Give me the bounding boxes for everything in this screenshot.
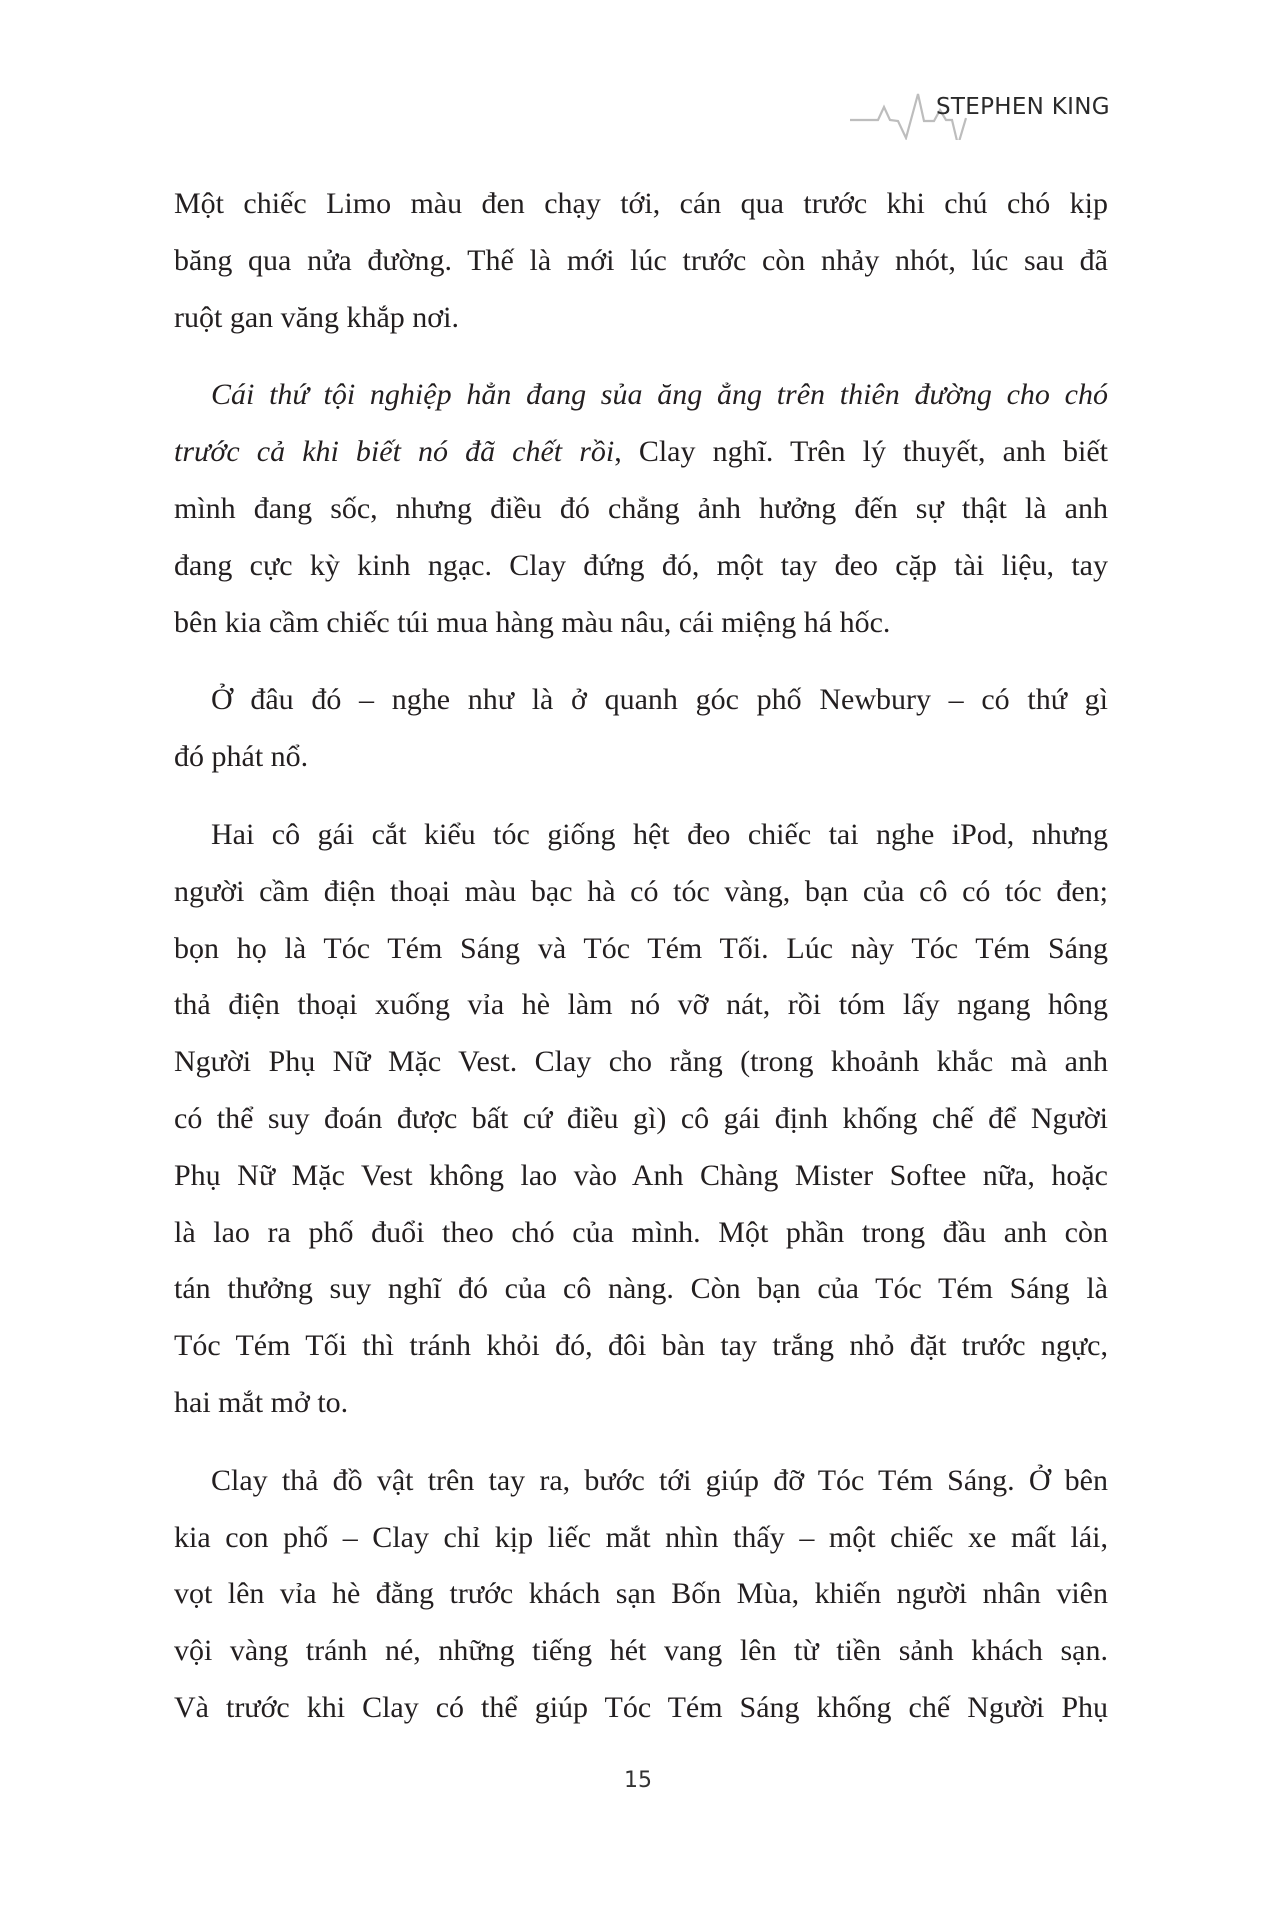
page-number: 15 (624, 1768, 652, 1793)
paragraph (174, 176, 1108, 346)
text-line (174, 1091, 1108, 1148)
text-line (174, 1623, 1108, 1680)
text-line (174, 538, 1108, 595)
text-segment: Clay thả đồ vật trên tay ra, bước tới giúp đỡ Tóc Tém Sáng. Ở bên (211, 1463, 1108, 1497)
text-line (174, 864, 1108, 921)
text-segment: đang cực kỳ kinh ngạc. Clay đứng đó, một tay đeo cặp tài liệu, tay (174, 548, 1108, 582)
text-line (174, 729, 1108, 786)
text-line (174, 1034, 1108, 1091)
text-segment: đó phát nổ. (174, 740, 309, 774)
text-segment: là lao ra phố đuổi theo chó của mình. Một phần trong đầu anh còn (174, 1215, 1108, 1249)
paragraph (174, 1453, 1108, 1737)
text-line (174, 807, 1108, 864)
text-line (174, 1510, 1108, 1567)
text-segment: thả điện thoại xuống vỉa hè làm nó vỡ nát, rồi tóm lấy ngang hông (174, 988, 1108, 1022)
author-name: STEPHEN KING (936, 94, 1110, 120)
text-segment: Người Phụ Nữ Mặc Vest. Clay cho rằng (trong khoảnh khắc mà anh (174, 1045, 1108, 1079)
text-line (174, 481, 1108, 538)
text-line (174, 1566, 1108, 1623)
text-segment: Hai cô gái cắt kiểu tóc giống hệt đeo chiếc tai nghe iPod, nhưng (211, 817, 1108, 851)
text-line (174, 1453, 1108, 1510)
paragraph (174, 672, 1108, 786)
text-line (174, 672, 1108, 729)
running-header (850, 80, 1150, 140)
text-line (174, 921, 1108, 978)
italic-text: Cái thứ tội nghiệp hẳn đang sủa ăng ẳng trên thiên đường cho chó (211, 378, 1108, 412)
text-line (174, 595, 1108, 652)
text-segment: có thể suy đoán được bất cứ điều gì) cô gái định khống chế để Người (174, 1101, 1108, 1135)
text-segment: Tóc Tém Tối thì tránh khỏi đó, đôi bàn tay trắng nhỏ đặt trước ngực, (174, 1329, 1108, 1363)
text-line (174, 1375, 1108, 1432)
text-segment: kia con phố – Clay chỉ kịp liếc mắt nhìn thấy – một chiếc xe mất lái, (174, 1520, 1108, 1554)
text-line (174, 1205, 1108, 1262)
text-line (174, 1148, 1108, 1205)
text-line (174, 1680, 1108, 1737)
text-segment: người cầm điện thoại màu bạc hà có tóc vàng, bạn của cô có tóc đen; (174, 874, 1108, 908)
text-line (174, 424, 1108, 481)
text-line (174, 176, 1108, 233)
text-segment: vọt lên vỉa hè đằng trước khách sạn Bốn Mùa, khiến người nhân viên (174, 1577, 1108, 1611)
paragraph (174, 807, 1108, 1432)
text-segment: tán thưởng suy nghĩ đó của cô nàng. Còn bạn của Tóc Tém Sáng là (174, 1272, 1108, 1306)
text-line (174, 977, 1108, 1034)
text-segment: băng qua nửa đường. Thế là mới lúc trước còn nhảy nhót, lúc sau đã (174, 243, 1108, 277)
text-segment: Một chiếc Limo màu đen chạy tới, cán qua trước khi chú chó kịp (174, 187, 1108, 220)
body-text (174, 176, 1108, 1758)
text-line (174, 367, 1108, 424)
text-line (174, 233, 1108, 290)
text-segment: ruột gan văng khắp nơi. (174, 300, 459, 334)
text-segment: , Clay nghĩ. Trên lý thuyết, anh biết (614, 435, 1108, 469)
italic-text: trước cả khi biết nó đã chết rồi (174, 435, 615, 469)
text-line (174, 1318, 1108, 1375)
text-line (174, 1261, 1108, 1318)
text-segment: Phụ Nữ Mặc Vest không lao vào Anh Chàng Mister Softee nữa, hoặc (174, 1158, 1108, 1192)
paragraph (174, 367, 1108, 651)
text-segment: Ở đâu đó – nghe như là ở quanh góc phố Newbury – có thứ gì (211, 683, 1108, 717)
text-segment: vội vàng tránh né, những tiếng hét vang lên từ tiền sảnh khách sạn. (174, 1634, 1108, 1668)
text-segment: mình đang sốc, nhưng điều đó chẳng ảnh hưởng đến sự thật là anh (174, 491, 1108, 525)
text-segment: bọn họ là Tóc Tém Sáng và Tóc Tém Tối. Lúc này Tóc Tém Sáng (174, 931, 1108, 965)
text-line (174, 290, 1108, 347)
text-segment: bên kia cầm chiếc túi mua hàng màu nâu, cái miệng há hốc. (174, 605, 891, 639)
text-segment: hai mắt mở to. (174, 1385, 349, 1419)
text-segment: Và trước khi Clay có thể giúp Tóc Tém Sáng khống chế Người Phụ (174, 1690, 1108, 1724)
